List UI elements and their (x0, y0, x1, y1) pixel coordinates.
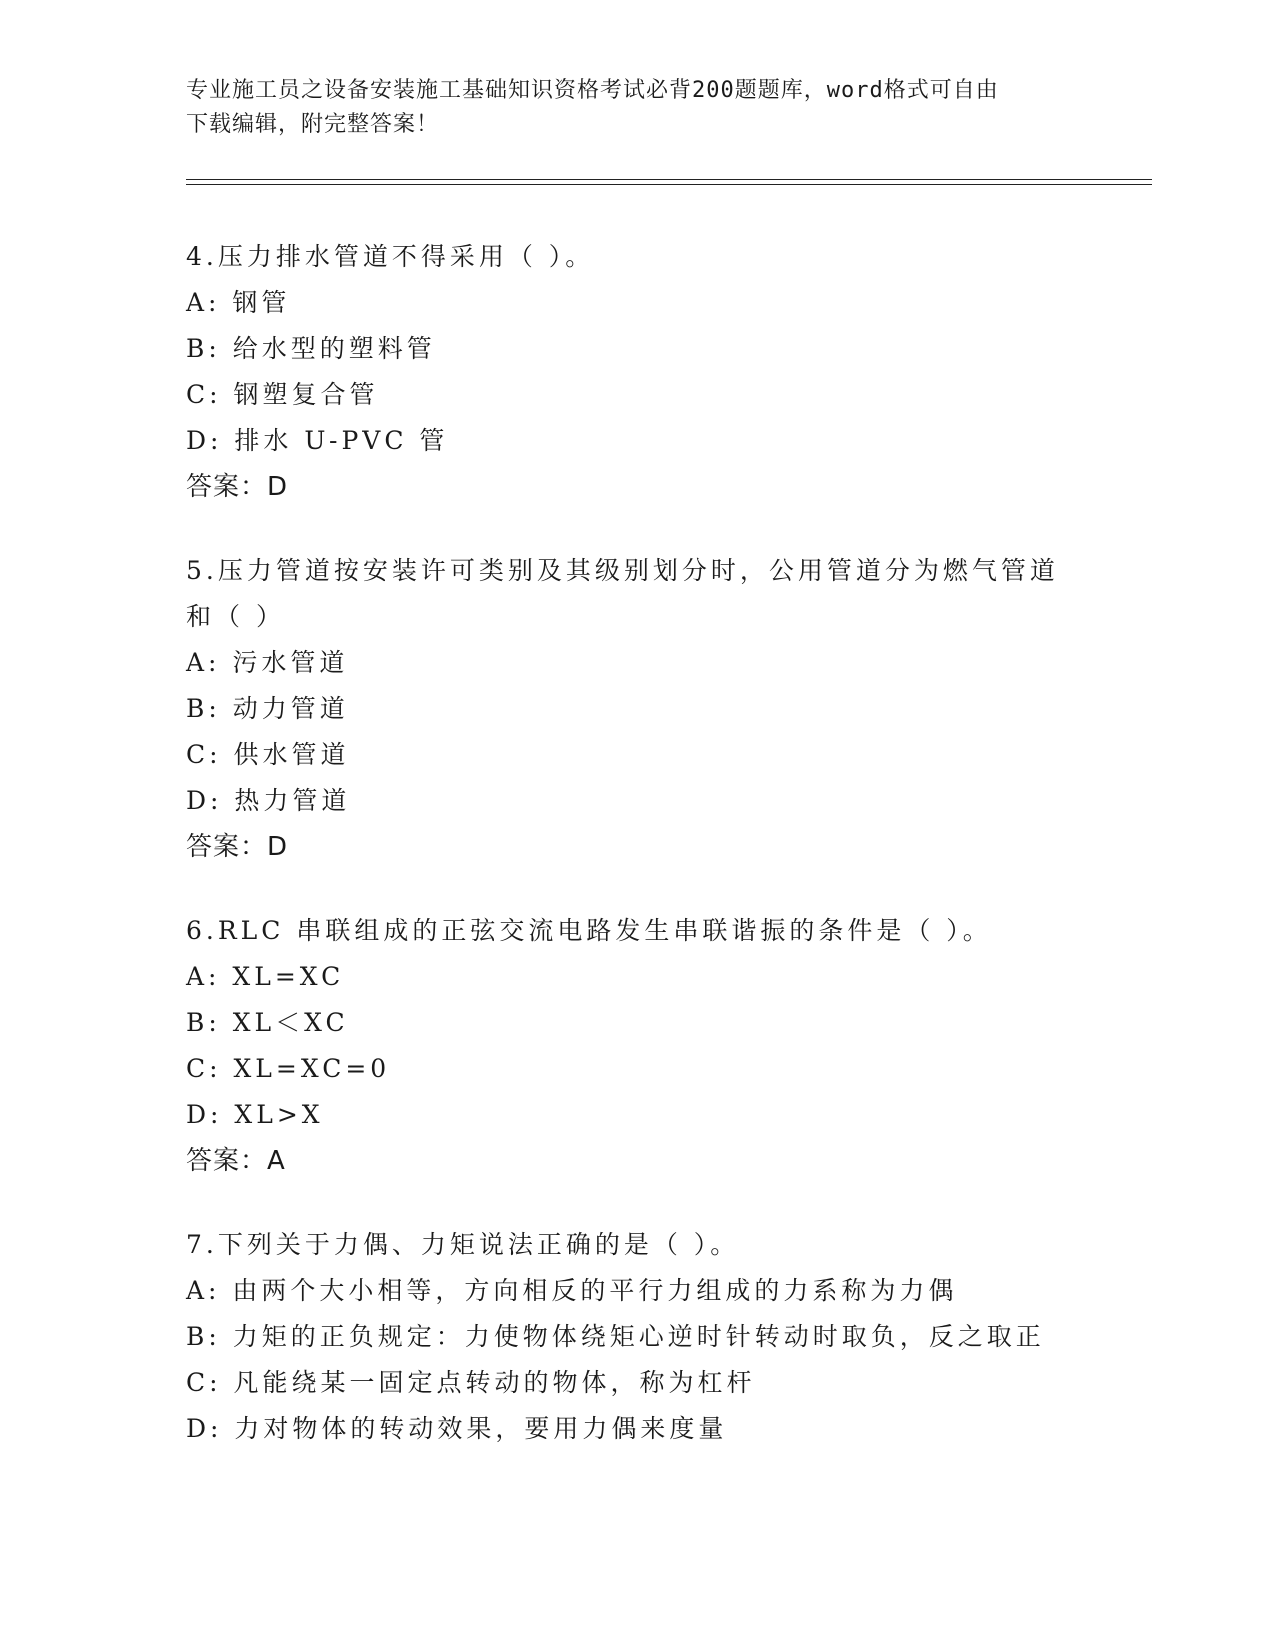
question-list (186, 234, 1086, 1490)
option-d: D: 排水 U-PVC 管 (186, 426, 449, 455)
question-4 (186, 234, 1086, 510)
header-divider-bottom (186, 184, 1152, 185)
option-d: D: 热力管道 (186, 786, 351, 815)
header-divider-top (186, 179, 1152, 180)
option-a: A: 钢管 (186, 288, 291, 317)
question-text: 4.压力排水管道不得采用（ ）。 (186, 242, 595, 271)
question-5 (186, 548, 1086, 870)
option-a: A: 污水管道 (186, 648, 349, 677)
option-b: B: XL＜XC (186, 1008, 349, 1037)
option-b: B: 动力管道 (186, 694, 349, 723)
option-d: D: XL>X (186, 1100, 324, 1129)
question-text: 5.压力管道按安装许可类别及其级别划分时，公用管道分为燃气管道和（ ） (186, 556, 1059, 631)
question-text: 7.下列关于力偶、力矩说法正确的是（ ）。 (186, 1230, 740, 1259)
document-header (186, 74, 1086, 142)
question-6 (186, 908, 1086, 1184)
question-7 (186, 1222, 1086, 1452)
option-c: C: 钢塑复合管 (186, 380, 379, 409)
question-text: 6.RLC 串联组成的正弦交流电路发生串联谐振的条件是（ ）。 (186, 916, 992, 945)
option-b: B: 给水型的塑料管 (186, 334, 436, 363)
option-c: C: 凡能绕某一固定点转动的物体，称为杠杆 (186, 1368, 756, 1397)
option-a: A: 由两个大小相等，方向相反的平行力组成的力系称为力偶 (186, 1276, 958, 1305)
header-title-line-1: 专业施工员之设备安装施工基础知识资格考试必背200题题库，word格式可自由 (186, 78, 999, 103)
answer-text: 答案：D (186, 472, 289, 502)
option-b: B: 力矩的正负规定：力使物体绕矩心逆时针转动时取负，反之取正 (186, 1322, 1045, 1351)
answer-text: 答案：A (186, 1146, 286, 1176)
header-title-line-2: 下载编辑，附完整答案！ (186, 112, 440, 137)
option-a: A: XL=XC (186, 962, 345, 991)
option-c: C: XL=XC=0 (186, 1054, 391, 1083)
option-d: D: 力对物体的转动效果，要用力偶来度量 (186, 1414, 728, 1443)
answer-text: 答案：D (186, 832, 289, 862)
option-c: C: 供水管道 (186, 740, 350, 769)
